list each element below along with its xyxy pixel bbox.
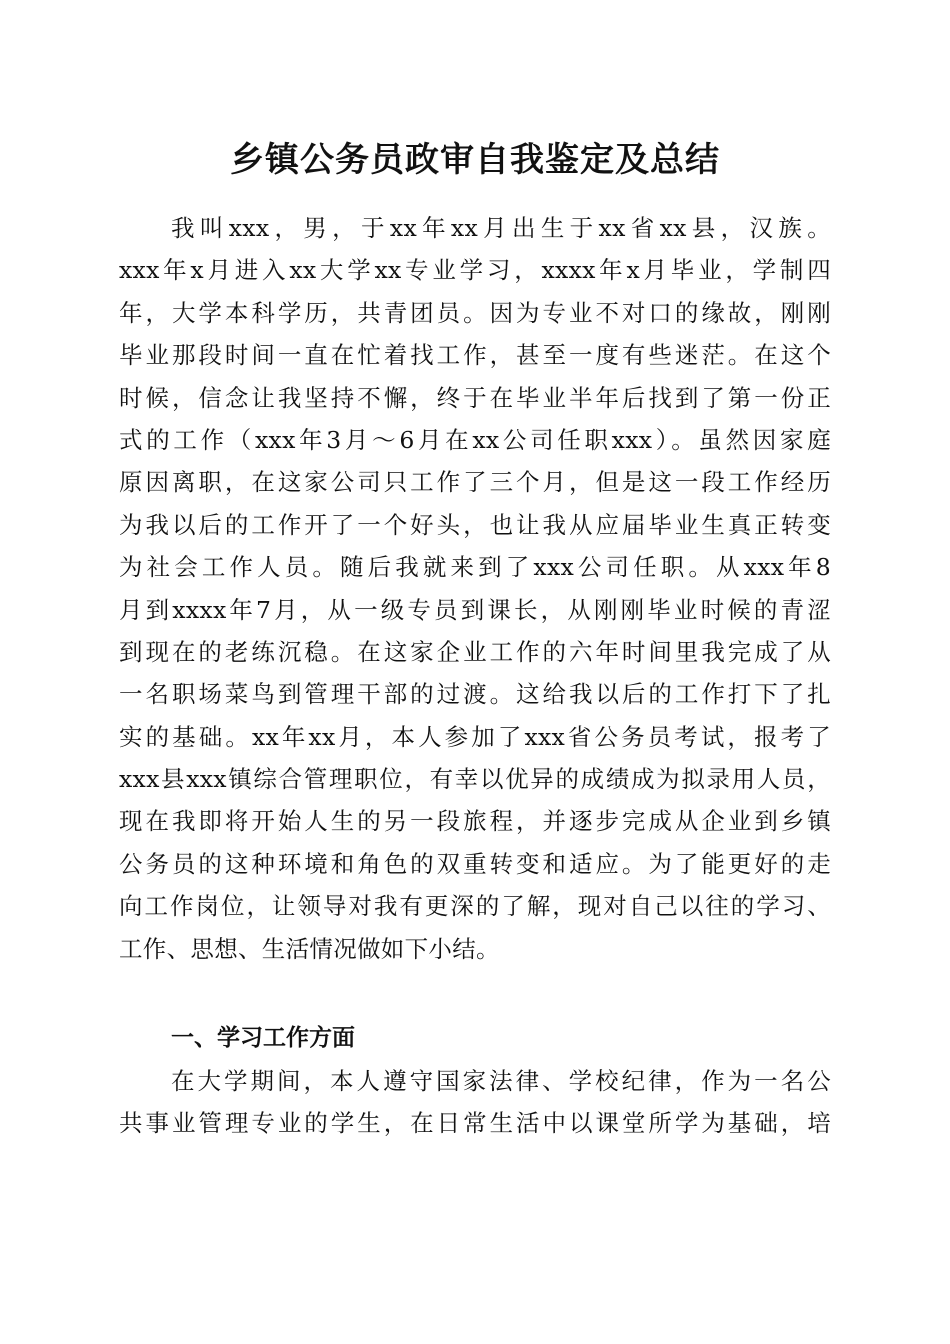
paragraph-line: 公务员的这种环境和角色的双重转变和适应。为了能更好的走 — [119, 849, 831, 878]
paragraph-line: 时候，信念让我坚持不懈，终于在毕业半年后找到了第一份正 — [119, 383, 831, 412]
paragraph-line: 为我以后的工作开了一个好头，也让我从应届毕业生真正转变 — [119, 510, 831, 539]
paragraph-line: xxx年x月进入xx大学xx专业学习，xxxx年x月毕业，学制四 — [119, 256, 831, 285]
paragraph-line: xxx县xxx镇综合管理职位，有幸以优异的成绩成为拟录用人员， — [119, 765, 831, 794]
paragraph-line: 月到xxxx年7月，从一级专员到课长，从刚刚毕业时候的青涩 — [119, 595, 831, 624]
paragraph-line: 在大学期间，本人遵守国家法律、学校纪律，作为一名公 — [171, 1067, 831, 1095]
paragraph-intro — [119, 207, 831, 970]
paragraph-line: 到现在的老练沉稳。在这家企业工作的六年时间里我完成了从 — [119, 637, 831, 666]
section-heading: 一、学习工作方面 — [171, 1025, 355, 1051]
paragraph-line: 为社会工作人员。随后我就来到了xxx公司任职。从xxx年8 — [119, 553, 831, 582]
paragraph-line: 共事业管理专业的学生，在日常生活中以课堂所学为基础，培 — [119, 1109, 831, 1138]
paragraph-line: 实的基础。xx年xx月，本人参加了xxx省公务员考试，报考了 — [119, 722, 831, 751]
paragraph-line: 原因离职，在这家公司只工作了三个月，但是这一段工作经历 — [119, 468, 831, 497]
document-title: 乡镇公务员政审自我鉴定及总结 — [230, 140, 720, 180]
paragraph-line: 工作、思想、生活情况做如下小结。 — [119, 934, 500, 963]
paragraph-study — [119, 1060, 831, 1145]
paragraph-line: 毕业那段时间一直在忙着找工作，甚至一度有些迷茫。在这个 — [119, 341, 831, 370]
paragraph-line: 年，大学本科学历，共青团员。因为专业不对口的缘故，刚刚 — [119, 298, 831, 327]
paragraph-line: 我叫xxx，男，于xx年xx月出生于xx省xx县，汉族。 — [171, 214, 831, 242]
paragraph-line: 向工作岗位，让领导对我有更深的了解，现对自己以往的学习、 — [119, 892, 831, 921]
paragraph-line: 式的工作（xxx年3月～6月在xx公司任职xxx）。虽然因家庭 — [119, 425, 831, 454]
paragraph-line: 现在我即将开始人生的另一段旅程，并逐步完成从企业到乡镇 — [119, 807, 831, 836]
paragraph-line: 一名职场菜鸟到管理干部的过渡。这给我以后的工作打下了扎 — [119, 680, 831, 709]
